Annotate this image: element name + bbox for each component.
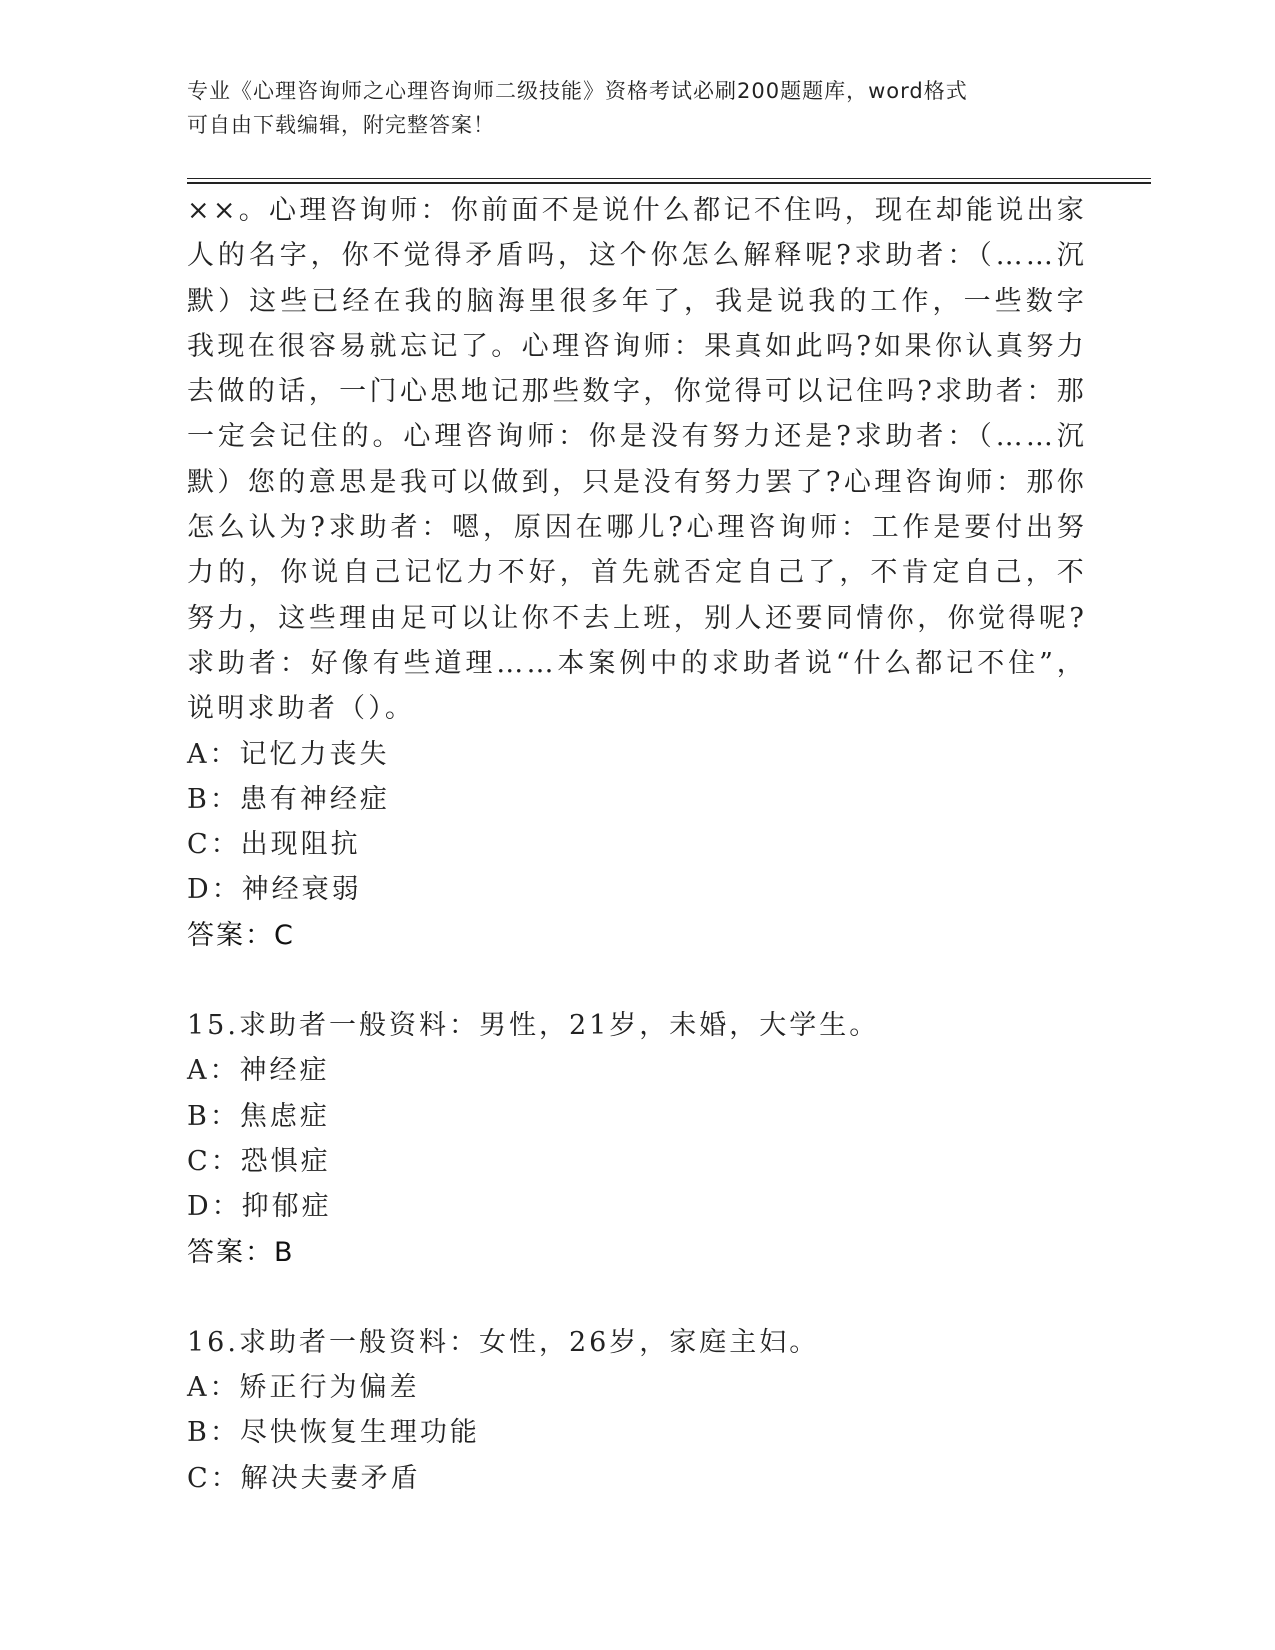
header-divider-thick xyxy=(187,182,1151,184)
question-15-answer: 答案：B xyxy=(187,1236,295,1268)
question-14-option-b: B：患有神经症 xyxy=(187,783,390,815)
question-16-option-a: A：矫正行为偏差 xyxy=(187,1372,420,1404)
document-body xyxy=(187,188,1087,1501)
document-header xyxy=(187,74,1067,142)
header-divider-thin xyxy=(187,178,1151,179)
question-16-text: 16.求助者一般资料：女性，26岁，家庭主妇。 xyxy=(187,1326,820,1358)
question-16-option-c: C：解决夫妻矛盾 xyxy=(187,1462,421,1494)
question-16 xyxy=(187,1320,1087,1501)
question-15-text: 15.求助者一般资料：男性，21岁，未婚，大学生。 xyxy=(187,1010,880,1042)
question-15-option-a: A：神经症 xyxy=(187,1055,330,1087)
question-16-option-b: B：尽快恢复生理功能 xyxy=(187,1417,480,1449)
question-14-option-a: A：记忆力丧失 xyxy=(187,738,390,770)
question-14-text: ××。心理咨询师：你前面不是说什么都记不住吗，现在却能说出家人的名字，你不觉得矛盾吗，这个你怎么解释呢?求助者：（……沉默）这些已经在我的脑海里很多年了，我是说我的工作，一些数字我现在很容易就忘记了。心理咨询师：果真如此吗?如果你认真努力去做的话，一门心思地记那些数字，你觉得可以记住吗?求助者：那一定会记住的。心理咨询师：你是没有努力还是?求助者：（……沉默）您的意思是我可以做到，只是没有努力罢了?心理咨询师：那你怎么认为?求助者：嗯，原因在哪儿?心理咨询师：工作是要付出努力的，你说自己记忆力不好，首先就否定自己了，不肯定自己，不努力，这些理由足可以让你不去上班，别人还要同情你，你觉得呢?求助者：好像有些道理……本案例中的求助者说“什么都记不住”，说明求助者（）。 xyxy=(187,195,1087,725)
header-line-2: 可自由下载编辑，附完整答案！ xyxy=(187,113,495,137)
question-14-answer: 答案：C xyxy=(187,919,295,951)
question-15-option-d: D：抑郁症 xyxy=(187,1191,332,1223)
header-line-1: 专业《心理咨询师之心理咨询师二级技能》资格考试必刷200题题库，word格式 xyxy=(187,79,968,103)
question-15 xyxy=(187,1003,1087,1275)
question-15-option-b: B：焦虑症 xyxy=(187,1100,330,1132)
question-14-option-c: C：出现阻抗 xyxy=(187,829,361,861)
spacer xyxy=(187,1275,1087,1320)
question-14 xyxy=(187,188,1087,958)
question-15-option-c: C：恐惧症 xyxy=(187,1145,331,1177)
spacer xyxy=(187,958,1087,1003)
question-14-option-d: D：神经衰弱 xyxy=(187,874,362,906)
